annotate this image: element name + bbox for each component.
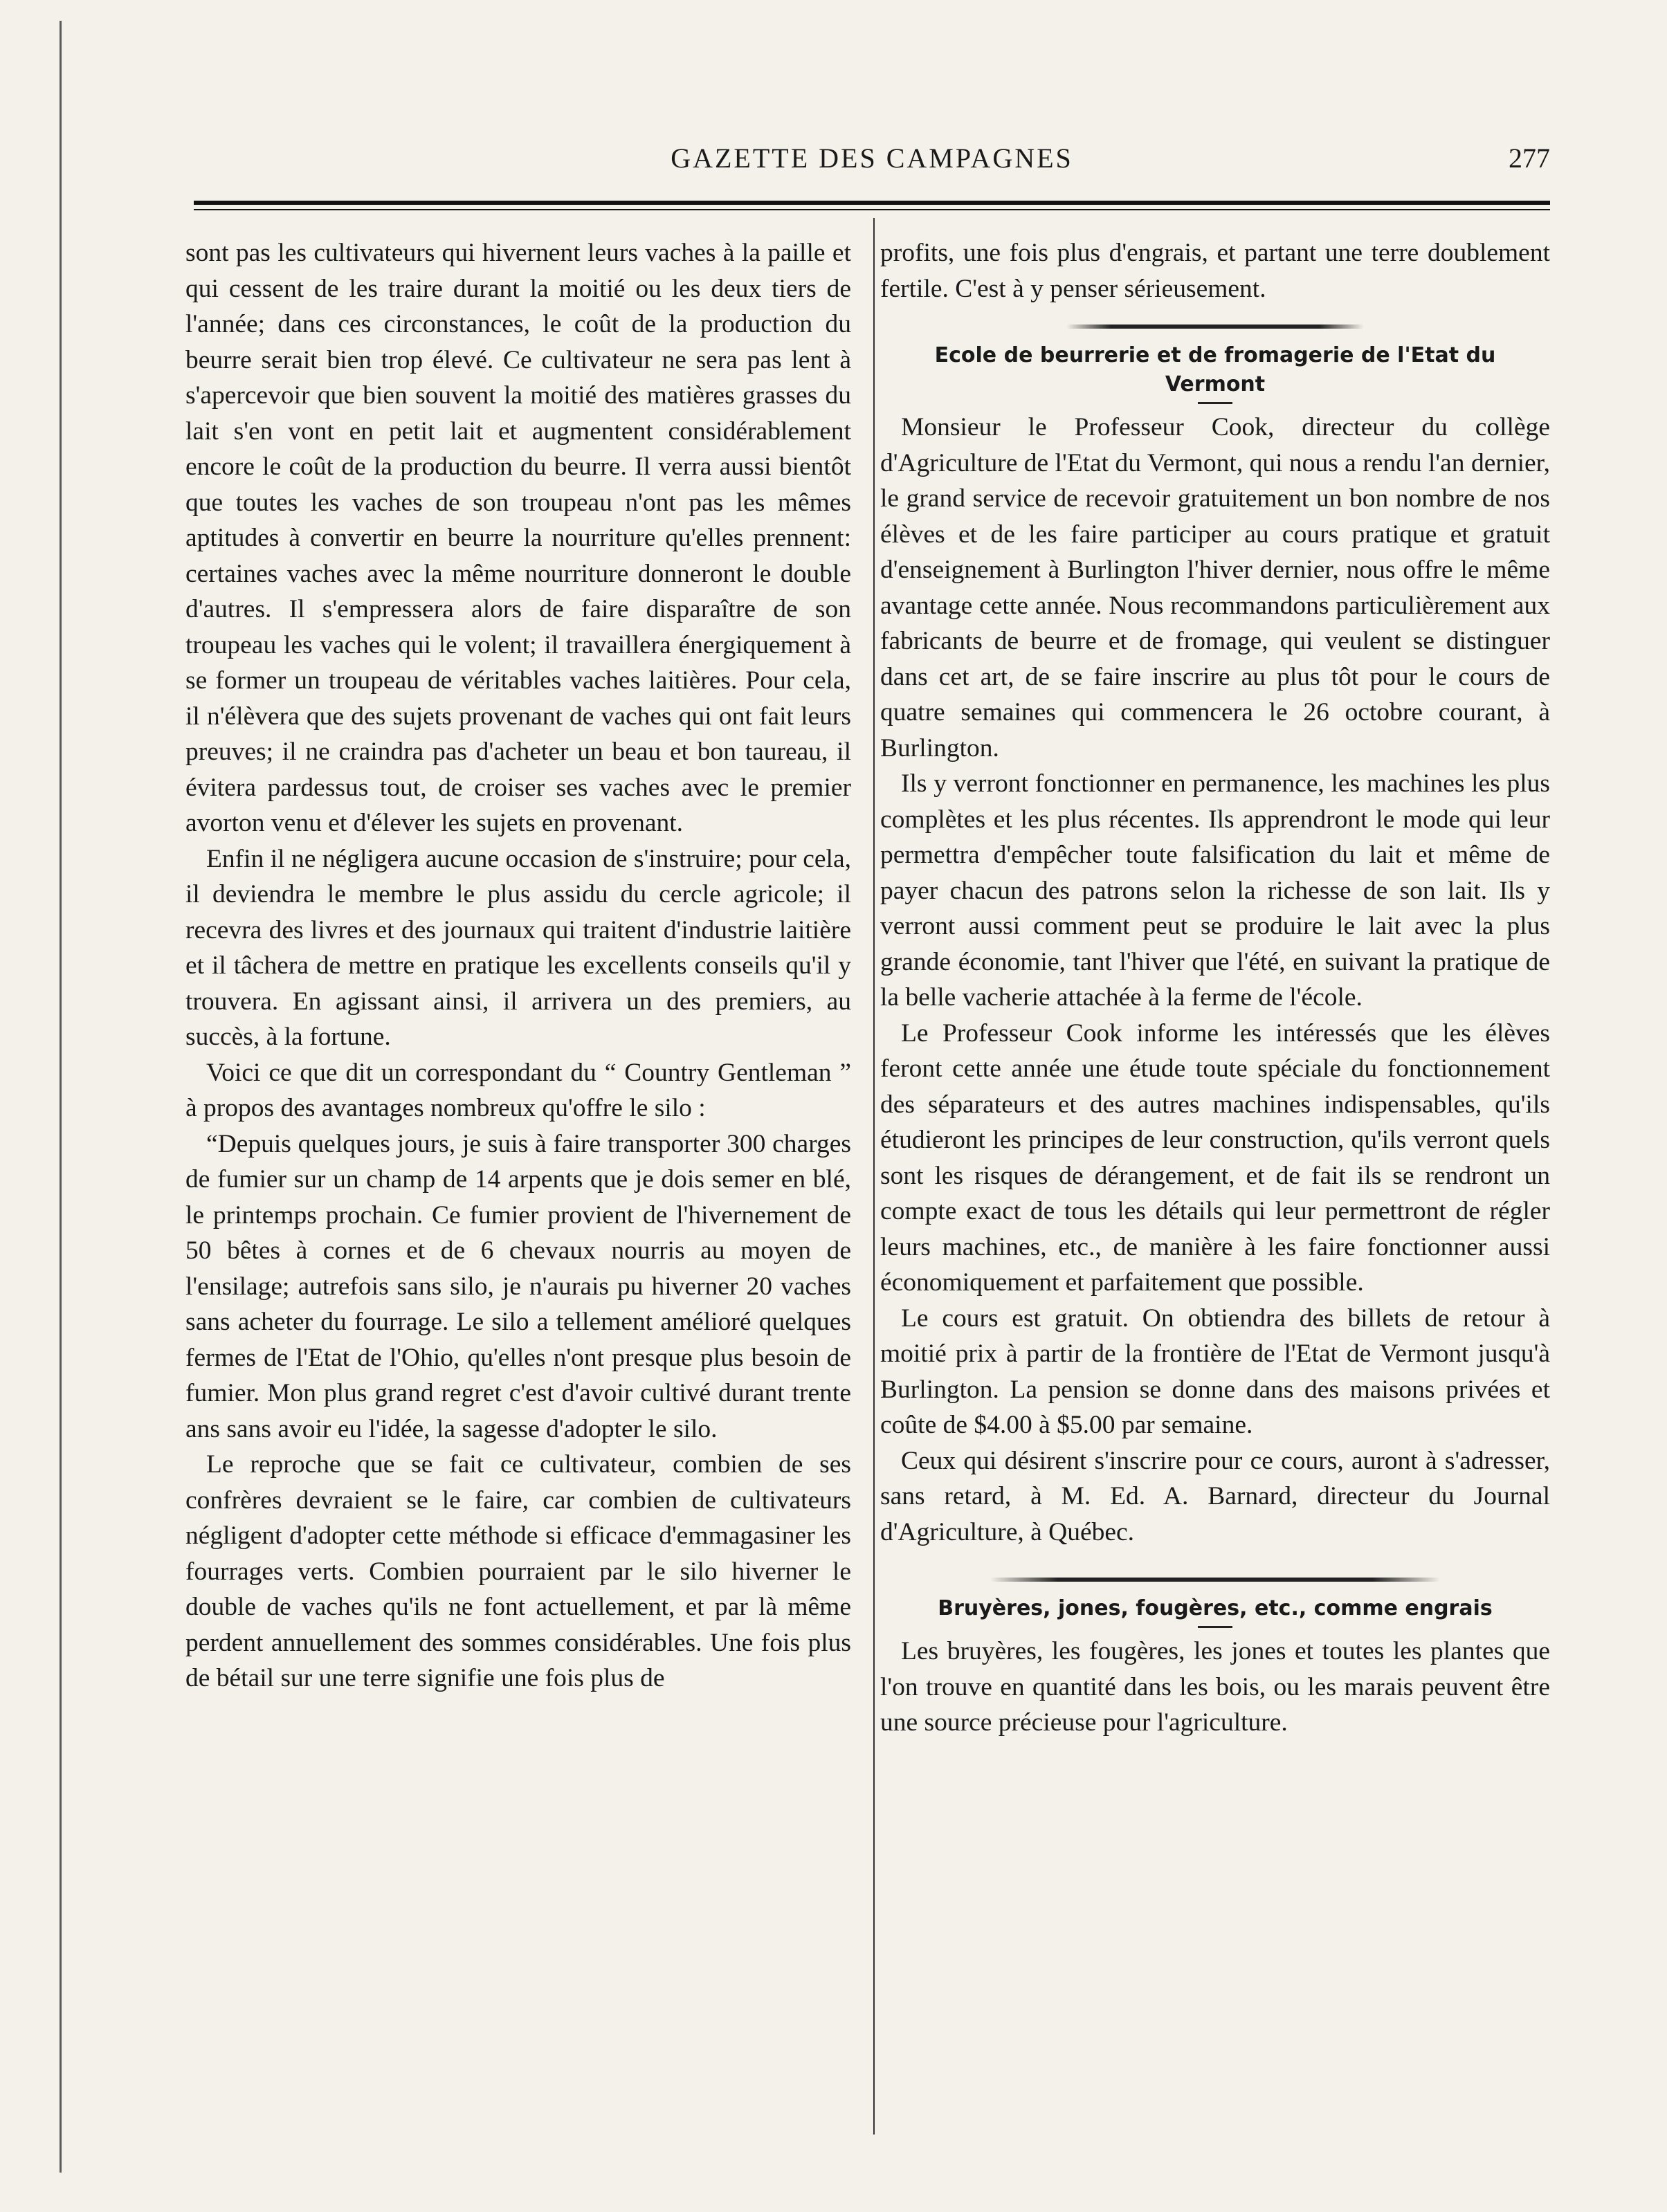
column-divider [873, 218, 875, 2135]
section-separator [1066, 325, 1364, 329]
quotation-paragraph: “Depuis quelques jours, je suis à faire transporter 300 charges de fumier sur un champ de 14 arpents que je dois semer en blé, le printemps prochain. Ce fumier provient de l'hivernement de 50 bêtes à cornes et de 6 chevaux nourris au moyen de l'ensilage; autrefois sans silo, je n'aurais pu hiverner 20 vaches sans acheter du fourrage. Le silo a tellement amélioré quelques fermes de l'Etat de l'Ohio, qu'elles n'ont presque plus besoin de fumier. Mon plus grand regret c'est d'avoir cultivé durant trente ans sans avoir eu l'idée, la sagesse d'adopter le silo. [185, 1129, 851, 1443]
heading-dash [1198, 402, 1232, 404]
paragraph: Les bruyères, les fougères, les jones et toutes les plantes que l'on trouve en quantité dans les bois, ou les marais peuvent être une source précieuse pour l'agriculture. [880, 1637, 1550, 1737]
left-column [185, 235, 851, 1697]
right-column [880, 235, 1550, 1741]
paragraph: profits, une fois plus d'engrais, et partant une terre doublement fertile. C'est à y penser sérieusement. [880, 239, 1550, 303]
header-rule [194, 201, 1550, 210]
section-heading: Ecole de beurrerie et de fromagerie de l'Etat du Vermont [934, 343, 1496, 396]
heading-dash [1198, 1626, 1232, 1628]
paragraph: Voici ce que dit un correspondant du “ Country Gentleman ” à propos des avantages nombreux qu'offre le silo : [185, 1058, 851, 1122]
paragraph: Ils y verront fonctionner en permanence, les machines les plus complètes et les plus récentes. Ils apprendront le mode qui leur permettra d'empêcher toute falsification du lait et même de payer chacun des patrons selon la richesse de son lait. Ils y verront aussi comment peut se produire le lait avec la plus grande économie, tant l'hiver que l'été, en suivant la pratique de la belle vacherie attachée à la ferme de l'école. [880, 769, 1550, 1012]
page-header [194, 142, 1550, 183]
page-number: 277 [1509, 143, 1550, 174]
paragraph: Le reproche que se fait ce cultivateur, combien de ses confrères devraient se le faire, car combien de cultivateurs négligent d'adopter cette méthode si efficace d'emmagasiner les fourrages verts. Combien pourraient par le silo hiverner le double de vaches qu'ils ne font actuellement, et par là même perdent annuellement des sommes considérables. Une fois plus de bétail sur une terre signifie une fois plus de [185, 1450, 851, 1692]
paragraph: Ceux qui désirent s'inscrire pour ce cours, auront à s'adresser, sans retard, à M. Ed. A. Barnard, directeur du Journal d'Agriculture, à Québec. [880, 1446, 1550, 1546]
running-title: GAZETTE DES CAMPAGNES [671, 143, 1073, 174]
paragraph: Le cours est gratuit. On obtiendra des billets de retour à moitié prix à partir de la frontière de l'Etat de Vermont jusqu'à Burlington. La pension se donne dans des maisons privées et coûte de $4.00 à $5.00 par semaine. [880, 1304, 1550, 1439]
binding-edge-line [60, 21, 62, 2173]
paragraph: Monsieur le Professeur Cook, directeur du collège d'Agriculture de l'Etat du Vermont, qui nous a rendu l'an dernier, le grand service de recevoir gratuitement un bon nombre de nos élèves et de les faire participer au cours pratique et gratuit d'enseignement à Burlington l'hiver dernier, nous offre le même avantage cette année. Nous recommandons particulièrement aux fabricants de beurre et de fromage, qui veulent se distinguer dans cet art, de se faire inscrire au plus tôt pour le cours de quatre semaines qui commencera le 26 octobre courant, à Burlington. [880, 413, 1550, 762]
section-heading: Bruyères, jones, fougères, etc., comme engrais [938, 1596, 1493, 1620]
paragraph: Le Professeur Cook informe les intéressés que les élèves feront cette année une étude toute spéciale du fonctionnement des séparateurs et des autres machines indispensables, qu'ils étudieront les principes de leur construction, qu'ils verront quels sont les risques de dérangement, et de fait ils se rendront un compte exact de tous les détails qui leur permettront de régler leurs machines, etc., de manière à les faire fonctionner aussi économiquement et parfaitement que possible. [880, 1018, 1550, 1297]
section-separator [990, 1578, 1440, 1582]
paragraph: sont pas les cultivateurs qui hivernent leurs vaches à la paille et qui cessent de les traire durant la moitié ou les deux tiers de l'année; dans ces circonstances, le coût de la production du beurre serait bien trop élevé. Ce cultivateur ne sera pas lent à s'apercevoir que bien souvent la moitié des matières grasses du lait s'en vont en petit lait et augmentent considérablement encore le coût de la production du beurre. Il verra aussi bientôt que toutes les vaches de son troupeau n'ont pas les mêmes aptitudes à convertir en beurre la nourriture qu'elles prennent: certaines vaches avec la même nourriture donneront le double d'autres. Il s'empressera alors de faire disparaître de son troupeau les vaches qui le volent; il travaillera énergiquement à se former un troupeau de véritables vaches laitières. Pour cela, il n'élèvera que des sujets provenant de vaches qui ont fait leurs preuves; il ne craindra pas d'acheter un beau et bon taureau, il évitera pardessus tout, de croiser ses vaches avec le premier avorton venu et d'élever les sujets en provenant. [185, 239, 851, 837]
paragraph: Enfin il ne négligera aucune occasion de s'instruire; pour cela, il deviendra le membre le plus assidu du cercle agricole; il recevra des livres et des journaux qui traitent d'industrie laitière et il tâchera de mettre en pratique les excellents conseils qu'il y trouvera. En agissant ainsi, il arrivera un des premiers, au succès, à la fortune. [185, 844, 851, 1051]
